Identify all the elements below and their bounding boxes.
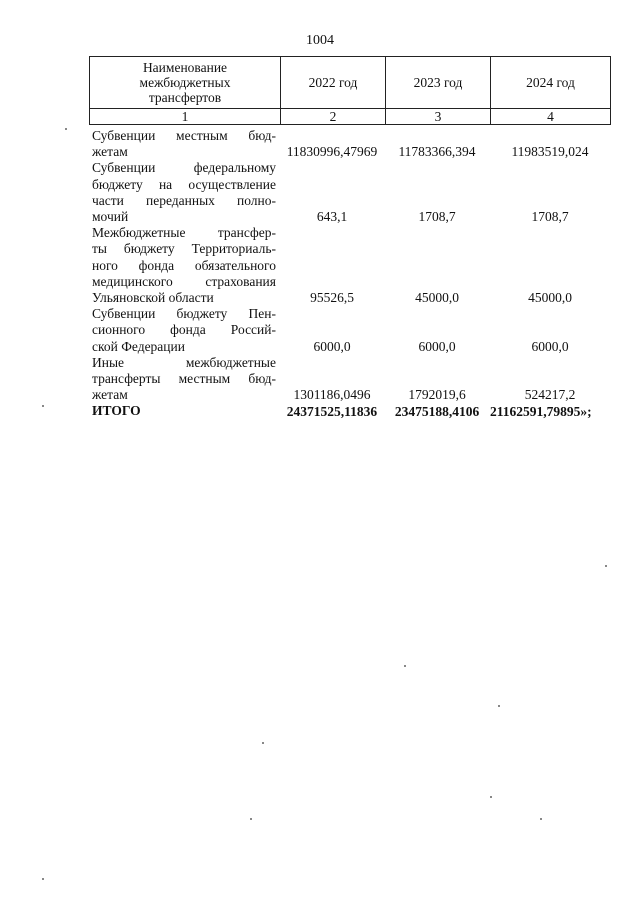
header-name-line: трансфертов — [148, 90, 222, 105]
row-name-line: Ульяновской области — [92, 290, 214, 306]
row-name-line: части переданных полно- — [92, 192, 276, 208]
page-number: 1004 — [306, 33, 334, 48]
value-2022: 95526,5 — [310, 290, 354, 306]
scan-speck — [65, 128, 67, 130]
header-2024: 2024 год — [491, 57, 611, 109]
scan-speck — [262, 742, 264, 744]
scan-speck — [498, 705, 500, 707]
row-name-line: Субвенции федеральному — [92, 160, 276, 176]
total-2024: 21162591,79895»; — [490, 403, 592, 419]
row-name-line: Иные межбюджетные — [92, 354, 276, 370]
row-name-line: жетам — [92, 387, 128, 403]
table-row — [89, 225, 609, 306]
row-name-line: мочий — [92, 209, 129, 225]
table-row — [89, 306, 609, 355]
row-name-line: сионного фонда Россий- — [92, 322, 276, 338]
scan-speck — [605, 565, 607, 567]
table-row — [89, 160, 609, 225]
table-row — [89, 128, 609, 160]
value-2023: 11783366,394 — [398, 144, 476, 160]
header-2022: 2022 год — [281, 57, 386, 109]
value-2023: 6000,0 — [418, 338, 456, 354]
row-name-line: ного фонда обязательного — [92, 257, 276, 273]
header-num-3: 3 — [386, 109, 491, 125]
value-2024: 6000,0 — [531, 338, 569, 354]
total-label-text: ИТОГО — [92, 403, 141, 419]
scan-speck — [42, 878, 44, 880]
row-name-line: бюджету на осуществление — [92, 176, 276, 192]
header-num-1: 1 — [90, 109, 281, 125]
row-name-line: ской Федерации — [92, 338, 185, 354]
row-name — [89, 160, 276, 225]
header-name-line: Наименование — [142, 60, 228, 75]
row-name-line: жетам — [92, 144, 128, 160]
scan-speck — [490, 796, 492, 798]
value-2024: 45000,0 — [528, 290, 572, 306]
row-name — [89, 306, 276, 355]
row-name-line: Межбюджетные трансфер- — [92, 225, 276, 241]
value-2024: 11983519,024 — [511, 144, 589, 160]
row-name-line: ты бюджету Территориаль- — [92, 241, 276, 257]
scan-speck — [404, 665, 406, 667]
value-2022: 6000,0 — [313, 338, 351, 354]
row-name-line: Субвенции местным бюд- — [92, 128, 276, 143]
table-body — [89, 128, 609, 420]
row-name — [89, 355, 276, 404]
table-row — [89, 355, 609, 404]
row-name-line: трансферты местным бюд- — [92, 371, 276, 387]
row-name — [89, 128, 276, 160]
scan-speck — [250, 818, 252, 820]
total-label — [89, 403, 276, 419]
row-name — [89, 225, 276, 306]
row-name-line: Субвенции бюджету Пен- — [92, 306, 276, 322]
header-name-line: межбюджетных — [139, 75, 231, 90]
scan-speck — [42, 405, 44, 407]
value-2023: 1792019,6 — [408, 387, 466, 403]
scan-speck — [540, 818, 542, 820]
table-header — [89, 56, 611, 125]
header-num-4: 4 — [491, 109, 611, 125]
value-2023: 45000,0 — [415, 290, 459, 306]
value-2022: 643,1 — [316, 209, 348, 225]
value-2022: 1301186,0496 — [293, 387, 371, 403]
value-2022: 11830996,47969 — [286, 144, 378, 160]
total-2022: 24371525,11836 — [286, 403, 378, 419]
total-2023: 23475188,4106 — [394, 403, 480, 419]
row-name-line: медицинского страхования — [92, 273, 276, 289]
value-2023: 1708,7 — [418, 209, 456, 225]
header-num-2: 2 — [281, 109, 386, 125]
total-row — [89, 403, 609, 419]
value-2024: 524217,2 — [524, 387, 576, 403]
header-name — [90, 57, 281, 109]
header-2023: 2023 год — [386, 57, 491, 109]
value-2024: 1708,7 — [531, 209, 569, 225]
